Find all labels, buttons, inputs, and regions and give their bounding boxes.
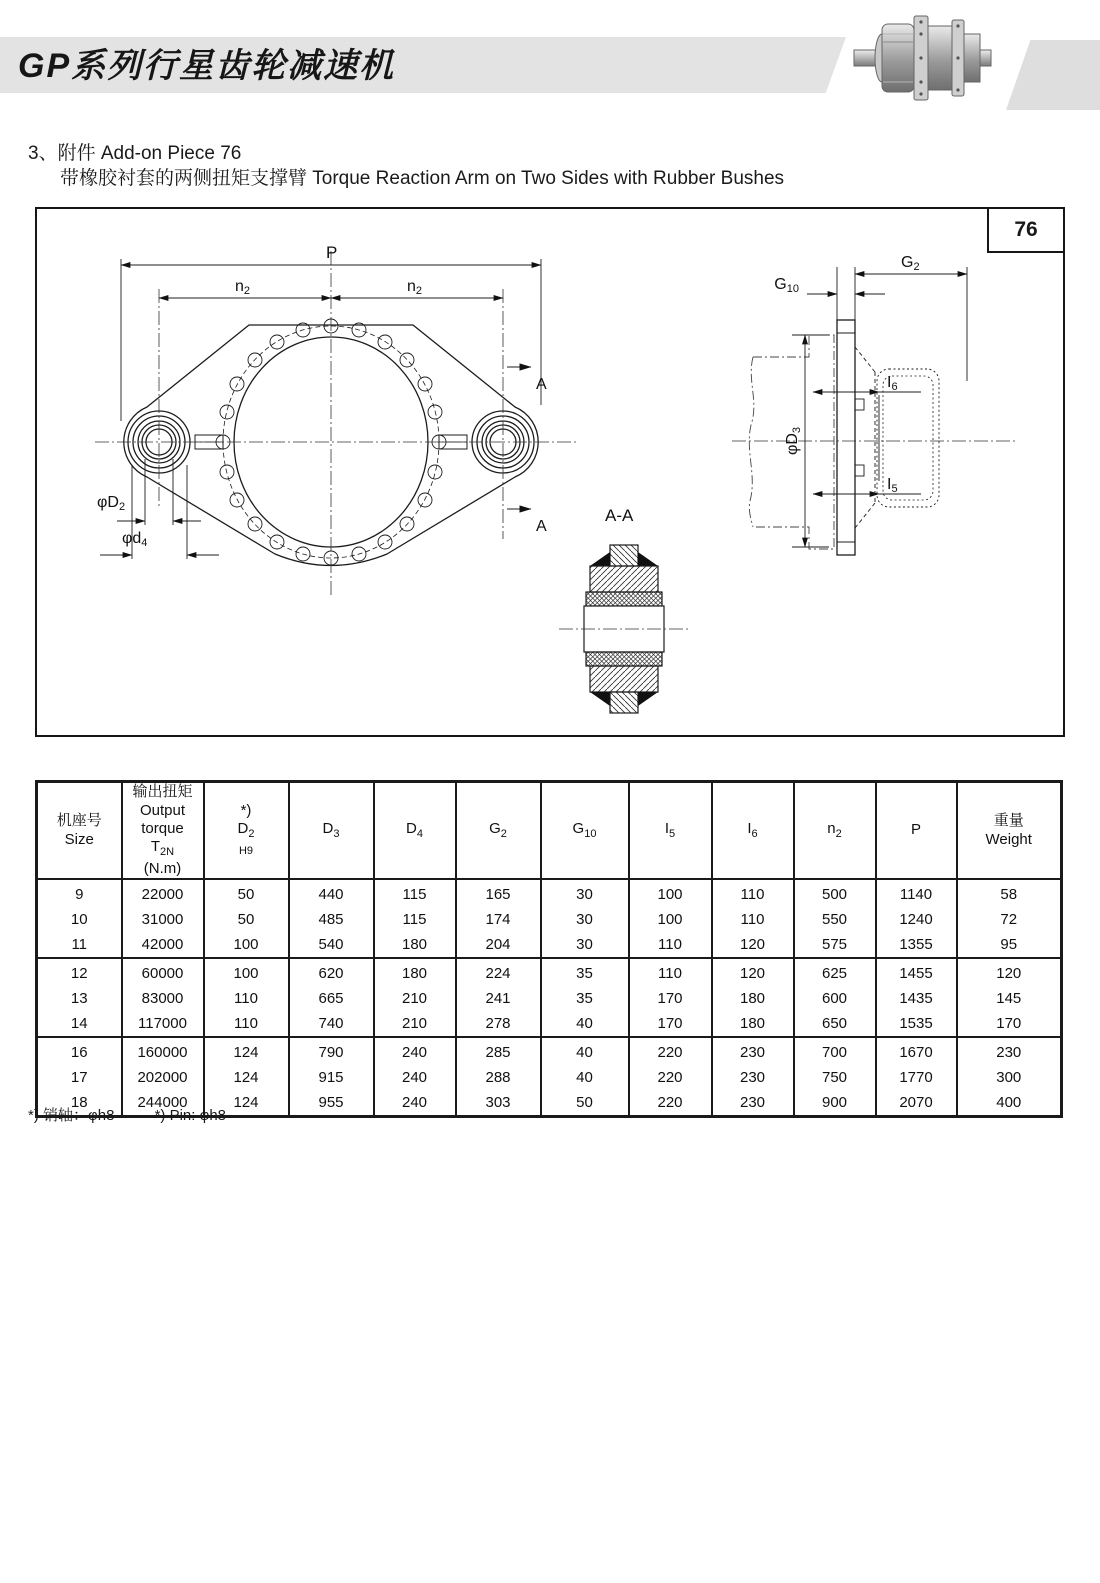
table-cell: 110	[204, 1011, 289, 1037]
table-row	[37, 907, 1062, 932]
table-cell: 50	[541, 1090, 629, 1117]
table-cell: 100	[204, 932, 289, 958]
dim-label-g10: G10	[774, 276, 799, 295]
table-cell: 620	[289, 958, 374, 986]
table-cell: 285	[456, 1037, 541, 1065]
table-cell: 1670	[876, 1037, 957, 1065]
table-cell: 278	[456, 1011, 541, 1037]
table-cell: 220	[629, 1090, 712, 1117]
table-row	[37, 986, 1062, 1011]
table-row	[37, 1037, 1062, 1065]
table-cell: 180	[374, 958, 456, 986]
column-header: $n_2$	[794, 782, 876, 880]
table-cell: 115	[374, 907, 456, 932]
dim-label-d4: φd4	[122, 530, 148, 549]
column-header: $I_5$	[629, 782, 712, 880]
table-cell: 440	[289, 879, 374, 907]
table-cell: 35	[541, 958, 629, 986]
table-cell: 120	[957, 958, 1062, 986]
table-cell: 83000	[122, 986, 204, 1011]
table-row	[37, 1011, 1062, 1037]
table-cell: 485	[289, 907, 374, 932]
table-cell: 170	[957, 1011, 1062, 1037]
technical-drawing	[37, 209, 1063, 735]
table-cell: 230	[712, 1090, 794, 1117]
table-cell: 110	[204, 986, 289, 1011]
table-cell: 1355	[876, 932, 957, 958]
table-cell: 58	[957, 879, 1062, 907]
table-cell: 11	[37, 932, 122, 958]
header-deco-parallelogram	[1006, 40, 1100, 110]
column-header: $D_4$	[374, 782, 456, 880]
table-cell: 230	[957, 1037, 1062, 1065]
table-cell: 240	[374, 1090, 456, 1117]
table-cell: 160000	[122, 1037, 204, 1065]
table-row	[37, 958, 1062, 986]
table-cell: 110	[629, 932, 712, 958]
table-cell: 240	[374, 1065, 456, 1090]
table-cell: 550	[794, 907, 876, 932]
table-cell: 124	[204, 1037, 289, 1065]
footnote	[28, 1104, 226, 1125]
table-cell: 210	[374, 1011, 456, 1037]
section-arrow-label-bottom: A	[536, 518, 547, 535]
table-cell: 180	[712, 986, 794, 1011]
table-cell: 30	[541, 907, 629, 932]
drawing-frame	[35, 207, 1065, 737]
drawing-ref-number: 76	[987, 207, 1065, 253]
table-cell: 224	[456, 958, 541, 986]
table-cell: 145	[957, 986, 1062, 1011]
table-cell: 110	[629, 958, 712, 986]
table-cell: 14	[37, 1011, 122, 1037]
section-arrow-label-top: A	[536, 376, 547, 393]
table-cell: 210	[374, 986, 456, 1011]
table-cell: 174	[456, 907, 541, 932]
table-cell: 180	[374, 932, 456, 958]
table-row	[37, 879, 1062, 907]
table-cell: 288	[456, 1065, 541, 1090]
table-cell: 124	[204, 1065, 289, 1090]
table-cell: 1240	[876, 907, 957, 932]
table-cell: 1435	[876, 986, 957, 1011]
table-cell: 740	[289, 1011, 374, 1037]
table-cell: 500	[794, 879, 876, 907]
column-header: 机座号 Size	[37, 782, 122, 880]
table-cell: 202000	[122, 1065, 204, 1090]
table-cell: 18	[37, 1090, 122, 1117]
table-cell: 900	[794, 1090, 876, 1117]
table-cell: 540	[289, 932, 374, 958]
table-cell: 165	[456, 879, 541, 907]
column-header: $D_3$	[289, 782, 374, 880]
dim-label-d3: φD3	[784, 426, 803, 456]
table-cell: 10	[37, 907, 122, 932]
spec-table	[35, 780, 1063, 1118]
section-view-title: A-A	[605, 506, 634, 525]
dim-label-i5: I5	[887, 476, 898, 495]
column-header: 输出扭矩 Output torque $T_{2N}$ (N.m)	[122, 782, 204, 880]
section-heading-line1: 3、附件 Add-on Piece 76	[28, 143, 242, 164]
table-cell: 170	[629, 1011, 712, 1037]
table-cell: 22000	[122, 879, 204, 907]
table-cell: 100	[204, 958, 289, 986]
table-cell: 915	[289, 1065, 374, 1090]
table-cell: 50	[204, 907, 289, 932]
table-cell: 300	[957, 1065, 1062, 1090]
table-cell: 230	[712, 1037, 794, 1065]
table-cell: 1770	[876, 1065, 957, 1090]
table-cell: 35	[541, 986, 629, 1011]
table-cell: 650	[794, 1011, 876, 1037]
table-cell: 665	[289, 986, 374, 1011]
table-cell: 16	[37, 1037, 122, 1065]
gear-reducer-photo	[852, 8, 998, 112]
front-view	[95, 251, 577, 597]
table-cell: 1140	[876, 879, 957, 907]
table-cell: 240	[374, 1037, 456, 1065]
table-row	[37, 932, 1062, 958]
table-cell: 60000	[122, 958, 204, 986]
table-cell: 790	[289, 1037, 374, 1065]
table-cell: 17	[37, 1065, 122, 1090]
table-cell: 117000	[122, 1011, 204, 1037]
table-cell: 2070	[876, 1090, 957, 1117]
table-cell: 204	[456, 932, 541, 958]
dim-label-g2: G2	[901, 254, 920, 273]
table-cell: 220	[629, 1065, 712, 1090]
table-cell: 230	[712, 1065, 794, 1090]
table-cell: 110	[712, 907, 794, 932]
column-header: $G_{10}$	[541, 782, 629, 880]
column-header: *) $D_2$ H9	[204, 782, 289, 880]
footnote-en: *) Pin: φh8	[154, 1107, 227, 1124]
table-cell: 115	[374, 879, 456, 907]
table-cell: 13	[37, 986, 122, 1011]
row-group	[37, 879, 1062, 958]
table-cell: 40	[541, 1037, 629, 1065]
dim-label-n2-left: n2	[235, 278, 251, 297]
dim-label-p: P	[326, 243, 338, 262]
table-cell: 575	[794, 932, 876, 958]
side-view	[732, 267, 1015, 555]
table-cell: 955	[289, 1090, 374, 1117]
table-cell: 31000	[122, 907, 204, 932]
table-cell: 400	[957, 1090, 1062, 1117]
table-header	[37, 782, 1062, 880]
row-group	[37, 958, 1062, 1037]
table-cell: 30	[541, 932, 629, 958]
table-cell: 180	[712, 1011, 794, 1037]
table-cell: 1535	[876, 1011, 957, 1037]
table-cell: 303	[456, 1090, 541, 1117]
table-cell: 1455	[876, 958, 957, 986]
table-cell: 9	[37, 879, 122, 907]
table-cell: 170	[629, 986, 712, 1011]
table-cell: 600	[794, 986, 876, 1011]
table-cell: 50	[204, 879, 289, 907]
table-cell: 72	[957, 907, 1062, 932]
table-cell: 100	[629, 907, 712, 932]
table-cell: 120	[712, 932, 794, 958]
table-cell: 42000	[122, 932, 204, 958]
column-header: 重量 Weight	[957, 782, 1062, 880]
table-cell: 100	[629, 879, 712, 907]
table-cell: 40	[541, 1065, 629, 1090]
table-cell: 700	[794, 1037, 876, 1065]
table-cell: 95	[957, 932, 1062, 958]
table-cell: 241	[456, 986, 541, 1011]
table-cell: 120	[712, 958, 794, 986]
table-cell: 110	[712, 879, 794, 907]
table-cell: 220	[629, 1037, 712, 1065]
footnote-cn: *) 销轴：φh8	[28, 1107, 115, 1124]
table-cell: 124	[204, 1090, 289, 1117]
table-cell: 30	[541, 879, 629, 907]
page-title: GP系列行星齿轮减速机	[18, 47, 396, 85]
table-cell: 244000	[122, 1090, 204, 1117]
column-header: P	[876, 782, 957, 880]
section-view-aa	[559, 545, 689, 713]
column-header: $I_6$	[712, 782, 794, 880]
column-header: $G_2$	[456, 782, 541, 880]
table-cell: 40	[541, 1011, 629, 1037]
dim-label-i6: I6	[887, 374, 898, 393]
dim-label-n2-right: n2	[407, 278, 423, 297]
table-cell: 12	[37, 958, 122, 986]
table-cell: 750	[794, 1065, 876, 1090]
table-cell: 625	[794, 958, 876, 986]
dim-label-d2: φD2	[97, 494, 126, 513]
table-row	[37, 1065, 1062, 1090]
section-heading-line2: 带橡胶衬套的两侧扭矩支撑臂 Torque Reaction Arm on Two Sides with Rubber Bushes	[60, 168, 785, 189]
